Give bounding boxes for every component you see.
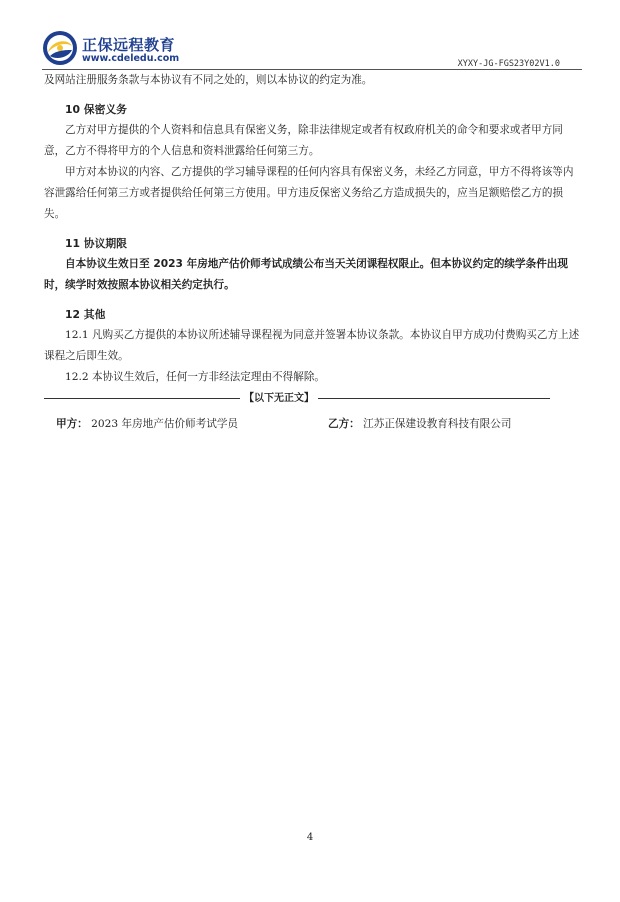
end-marker-right-rule: [318, 398, 550, 399]
section-12-paragraph-2: 12.2 本协议生效后，任何一方非经法定理由不得解除。: [65, 371, 326, 383]
section-10-title: 10 保密义务: [65, 103, 127, 116]
party-a: [56, 416, 238, 431]
brand-name: 正保远程教育: [82, 36, 176, 54]
section-11-paragraph-1: 自本协议生效日至 2023 年房地产估价师考试成绩公布当天关闭课程权限止。但本协议约定的续学条件出现时，续学时效按照本协议相关约定执行。: [44, 258, 568, 291]
section-10-paragraph-2: 甲方对本协议的内容、乙方提供的学习辅导课程的任何内容具有保密义务，未经乙方同意，甲方不得将该等内容泄露给任何第三方或者提供给任何第三方使用。甲方违反保密义务给乙方造成损失的，应当足额赔偿乙方的损失。: [44, 166, 574, 220]
end-marker-text: 【以下无正文】: [244, 393, 314, 404]
section-12-paragraph-1: 12.1 凡购买乙方提供的本协议所述辅导课程视为同意并签署本协议条款。本协议自甲方成功付费购买乙方上述课程之后即生效。: [44, 329, 580, 362]
brand-url: www.cdeledu.com: [82, 53, 180, 64]
section-10-paragraph-1: 乙方对甲方提供的个人资料和信息具有保密义务，除非法律规定或者有权政府机关的命令和要求或者甲方同意，乙方不得将甲方的个人信息和资料泄露给任何第三方。: [44, 124, 563, 157]
page-number: 4: [306, 832, 314, 843]
party-b-label: 乙方：: [328, 418, 360, 430]
intro-continuation: 及网站注册服务条款与本协议有不同之处的，则以本协议的约定为准。: [44, 74, 373, 86]
party-b: [328, 416, 511, 431]
party-a-value: 2023 年房地产估价师考试学员: [91, 418, 239, 430]
page-header: [42, 30, 578, 72]
section-12-title: 12 其他: [65, 308, 106, 321]
brand-logo-icon: [42, 30, 78, 66]
document-code: XYXY-JG-FGS23Y02V1.0: [457, 59, 560, 69]
party-b-value: 江苏正保建设教育科技有限公司: [363, 418, 512, 430]
end-marker-left-rule: [44, 398, 240, 399]
document-body: [44, 70, 584, 409]
section-11-title: 11 协议期限: [65, 237, 127, 250]
end-of-text-marker: [44, 388, 584, 409]
party-a-label: 甲方：: [56, 418, 88, 430]
